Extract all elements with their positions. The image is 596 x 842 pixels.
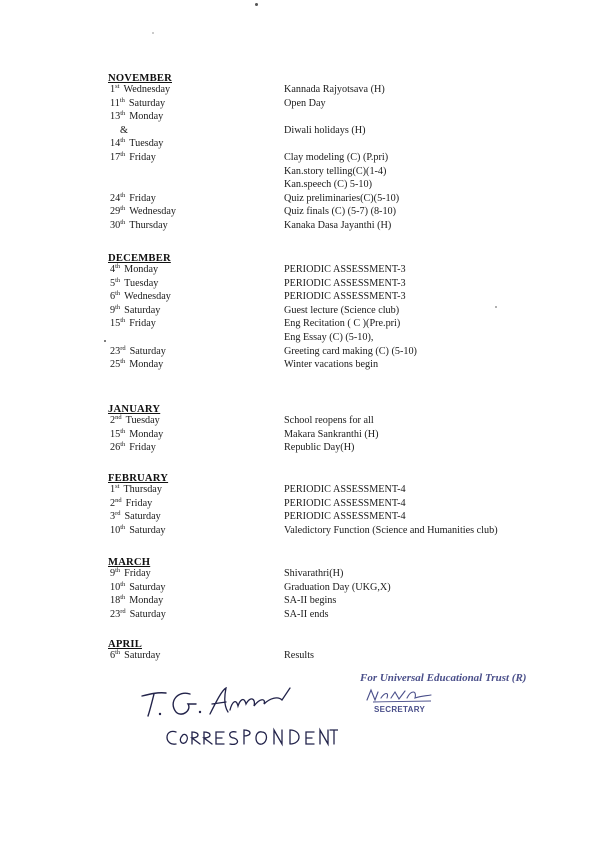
calendar-row xyxy=(0,84,596,97)
calendar-row xyxy=(0,318,596,331)
calendar-row xyxy=(0,595,596,608)
calendar-row xyxy=(0,111,596,124)
day-number: 15 xyxy=(110,318,121,330)
weekday: & xyxy=(120,124,128,136)
weekday: Tuesday xyxy=(125,415,160,426)
month-heading: DECEMBER xyxy=(108,253,171,264)
weekday: Saturday xyxy=(129,524,166,536)
month-heading: FEBRUARY xyxy=(108,473,169,484)
day-number: 26 xyxy=(110,442,121,454)
event-description: Graduation Day (UKG,X) xyxy=(284,581,391,593)
calendar-row xyxy=(0,152,596,165)
date-cell xyxy=(110,595,163,606)
day-suffix: st xyxy=(115,483,120,490)
calendar-row xyxy=(0,346,596,359)
date-cell xyxy=(110,278,158,289)
date-cell xyxy=(110,138,163,149)
date-cell xyxy=(110,305,160,316)
day-number: 17 xyxy=(110,152,121,163)
event-description: Kanaka Dasa Jayanthi (H) xyxy=(284,220,392,231)
day-suffix: th xyxy=(120,151,126,158)
calendar-row xyxy=(0,138,596,151)
weekday: Saturday xyxy=(129,345,166,357)
event-description: Makara Sankranthi (H) xyxy=(284,428,379,440)
calendar-row xyxy=(0,525,596,538)
weekday: Friday xyxy=(129,442,156,454)
date-cell xyxy=(110,650,160,661)
month-heading: JANUARY xyxy=(108,404,161,415)
day-number: 15 xyxy=(110,428,121,440)
day-number: 2 xyxy=(110,415,116,426)
day-number: 24 xyxy=(110,192,121,204)
calendar-row xyxy=(0,206,596,219)
day-number: 4 xyxy=(110,264,116,275)
weekday: Saturday xyxy=(129,608,166,620)
date-cell xyxy=(110,318,156,329)
date-cell xyxy=(110,291,171,302)
scan-speck xyxy=(152,32,154,34)
weekday: Friday xyxy=(129,192,156,204)
weekday: Saturday xyxy=(124,511,161,523)
correspondent-signature xyxy=(138,684,338,756)
day-number: 9 xyxy=(110,304,116,316)
event-description: Guest lecture (Science club) xyxy=(284,304,400,316)
weekday: Saturday xyxy=(129,581,166,593)
trust-stamp-line: For Universal Educational Trust (R) xyxy=(360,672,527,684)
calendar-row xyxy=(0,609,596,622)
day-suffix: th xyxy=(119,96,125,104)
calendar-row xyxy=(0,193,596,206)
weekday: Thursday xyxy=(129,220,168,231)
event-description: Open Day xyxy=(284,97,326,109)
day-suffix: th xyxy=(120,427,126,435)
day-number: 23 xyxy=(110,608,121,620)
date-cell xyxy=(110,125,128,136)
day-number: 14 xyxy=(110,138,121,150)
weekday: Friday xyxy=(129,152,156,163)
weekday: Wednesday xyxy=(124,291,171,303)
day-number: 11 xyxy=(110,97,120,109)
event-description: Republic Day(H) xyxy=(284,442,355,454)
day-suffix: st xyxy=(115,83,120,90)
weekday: Saturday xyxy=(124,650,161,661)
event-description: Quiz finals (C) (5-7) (8-10) xyxy=(284,206,397,218)
date-cell xyxy=(110,525,165,536)
day-suffix: th xyxy=(120,594,126,602)
calendar-row xyxy=(0,442,596,455)
event-description: SA-II ends xyxy=(284,608,329,620)
day-number: 29 xyxy=(110,206,121,218)
month-heading: APRIL xyxy=(108,639,142,650)
day-number: 6 xyxy=(110,650,116,661)
day-number: 9 xyxy=(110,568,116,579)
weekday: Monday xyxy=(124,264,159,275)
weekday: Saturday xyxy=(128,97,166,109)
scan-speck xyxy=(104,340,106,342)
date-cell xyxy=(110,111,163,122)
event-description: Eng Essay (C) (5-10), xyxy=(284,332,374,343)
scan-speck xyxy=(495,306,497,308)
calendar-row xyxy=(0,568,596,581)
day-number: 18 xyxy=(110,595,121,607)
calendar-row xyxy=(0,332,596,345)
date-cell xyxy=(110,166,120,177)
event-description: Winter vacations begin xyxy=(284,359,379,371)
month-heading: MARCH xyxy=(108,557,151,568)
day-suffix: th xyxy=(120,205,126,213)
date-cell xyxy=(110,415,160,426)
date-cell xyxy=(110,179,120,190)
weekday: Monday xyxy=(129,428,164,440)
weekday: Friday xyxy=(124,568,151,579)
weekday: Thursday xyxy=(123,484,162,495)
secretary-signature xyxy=(365,686,435,706)
date-cell xyxy=(110,359,163,370)
calendar-row xyxy=(0,220,596,233)
calendar-row xyxy=(0,650,596,663)
day-suffix: th xyxy=(120,191,126,199)
calendar-row xyxy=(0,291,596,304)
date-cell xyxy=(110,332,120,343)
day-suffix: th xyxy=(115,303,121,311)
day-suffix: th xyxy=(120,317,126,325)
calendar-row xyxy=(0,415,596,428)
event-description: Clay modeling (C) (P.pri) xyxy=(284,152,389,163)
day-suffix: th xyxy=(120,358,126,366)
event-description: Shivarathri(H) xyxy=(284,568,344,579)
day-number: 1 xyxy=(110,484,116,495)
date-cell xyxy=(110,582,165,593)
day-suffix: th xyxy=(120,441,126,449)
event-description: Kan.speech (C) 5-10) xyxy=(284,179,372,191)
day-number: 3 xyxy=(110,511,116,523)
event-description: SA-II begins xyxy=(284,595,337,607)
event-description: Results xyxy=(284,650,315,661)
date-cell xyxy=(110,568,151,579)
day-suffix: th xyxy=(115,567,121,574)
calendar-row xyxy=(0,264,596,277)
day-suffix: th xyxy=(115,290,121,298)
day-suffix: th xyxy=(120,523,126,531)
day-number: 5 xyxy=(110,277,116,289)
day-suffix: th xyxy=(120,219,126,226)
date-cell xyxy=(110,346,166,357)
calendar-row xyxy=(0,511,596,524)
date-cell xyxy=(110,498,152,509)
day-number: 10 xyxy=(110,581,121,593)
weekday: Monday xyxy=(129,111,164,123)
event-description: PERIODIC ASSESSMENT-3 xyxy=(284,277,406,289)
date-cell xyxy=(110,206,176,217)
weekday: Monday xyxy=(129,359,164,371)
event-description: Kan.story telling(C)(1-4) xyxy=(284,165,387,177)
event-description: Eng Recitation ( C )(Pre.pri) xyxy=(284,318,401,330)
calendar-row xyxy=(0,429,596,442)
day-number: 6 xyxy=(110,291,116,303)
date-cell xyxy=(110,220,168,231)
event-description: PERIODIC ASSESSMENT-3 xyxy=(284,291,406,303)
day-number: 1 xyxy=(110,84,116,95)
day-suffix: th xyxy=(120,137,126,145)
event-description: Quiz preliminaries(C)(5-10) xyxy=(284,192,400,204)
secretary-label: SECRETARY xyxy=(374,705,426,714)
date-cell xyxy=(110,511,161,522)
date-cell xyxy=(110,152,156,163)
month-heading: NOVEMBER xyxy=(108,73,172,84)
event-description: Kannada Rajyotsava (H) xyxy=(284,84,385,95)
calendar-row xyxy=(0,98,596,111)
event-description: Diwali holidays (H) xyxy=(284,124,366,136)
date-cell xyxy=(110,264,158,275)
date-cell xyxy=(110,429,163,440)
scan-speck xyxy=(255,3,258,6)
weekday: Wednesday xyxy=(123,84,171,95)
weekday: Tuesday xyxy=(124,277,159,289)
calendar-row xyxy=(0,484,596,497)
day-number: 10 xyxy=(110,524,121,536)
event-description: PERIODIC ASSESSMENT-4 xyxy=(284,484,406,495)
day-suffix: th xyxy=(120,110,126,118)
date-cell xyxy=(110,98,165,109)
day-suffix: th xyxy=(115,649,121,656)
date-cell xyxy=(110,609,166,620)
date-cell xyxy=(110,193,156,204)
day-number: 23 xyxy=(110,345,121,357)
weekday: Saturday xyxy=(124,304,161,316)
calendar-row xyxy=(0,498,596,511)
weekday: Wednesday xyxy=(129,206,176,218)
date-cell xyxy=(110,84,170,95)
event-description: PERIODIC ASSESSMENT-4 xyxy=(284,511,406,523)
event-description: PERIODIC ASSESSMENT-4 xyxy=(284,497,406,509)
weekday: Friday xyxy=(125,497,153,509)
day-number: 30 xyxy=(110,220,121,231)
day-suffix: nd xyxy=(115,496,122,504)
weekday: Tuesday xyxy=(129,138,164,150)
weekday: Friday xyxy=(129,318,156,330)
calendar-row xyxy=(0,179,596,192)
day-number: 13 xyxy=(110,111,121,123)
day-suffix: th xyxy=(120,580,126,588)
day-suffix: th xyxy=(115,263,121,270)
day-suffix: rd xyxy=(120,344,126,352)
calendar-row xyxy=(0,359,596,372)
day-suffix: rd xyxy=(120,607,126,615)
calendar-row xyxy=(0,582,596,595)
event-description: PERIODIC ASSESSMENT-3 xyxy=(284,264,406,275)
calendar-row xyxy=(0,278,596,291)
weekday: Monday xyxy=(129,595,164,607)
event-description: Valedictory Function (Science and Humanities club) xyxy=(284,524,498,536)
calendar-row xyxy=(0,166,596,179)
event-description: Greeting card making (C) (5-10) xyxy=(284,345,417,357)
day-suffix: rd xyxy=(115,510,121,518)
day-number: 25 xyxy=(110,359,121,371)
calendar-row xyxy=(0,125,596,138)
date-cell xyxy=(110,484,162,495)
day-suffix: th xyxy=(115,276,121,284)
event-description: School reopens for all xyxy=(284,415,374,426)
day-number: 2 xyxy=(110,497,116,509)
date-cell xyxy=(110,442,156,453)
day-suffix: nd xyxy=(115,414,122,421)
calendar-row xyxy=(0,305,596,318)
